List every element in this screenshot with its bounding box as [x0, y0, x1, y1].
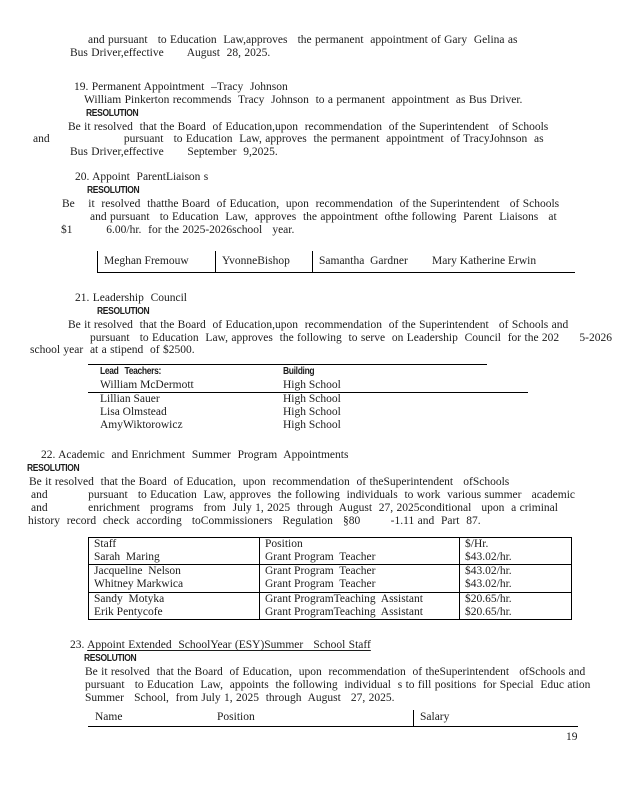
table-cell: Grant Program Teacher [259, 551, 459, 564]
paragraph-line: history record check according toCommissioners Regulation §80 -1.11 and Part 87. [28, 514, 481, 527]
table-cell: Lisa Olmstead [100, 405, 167, 418]
resolution-label [0, 184, 618, 198]
table-cell: High School [283, 419, 341, 432]
paragraph-line: Be it resolved that the Board of Education,upon recommendation of the Superintendent of Schools [68, 120, 549, 133]
leadership-table [88, 364, 528, 432]
table-row [89, 593, 571, 606]
table-header-cell: Position [217, 710, 255, 723]
paragraph-line: Bus Driver,effective August 28, 2025. [70, 46, 271, 59]
table-cell: Sandy Motyka [94, 592, 165, 605]
paragraph-line: Be it resolved thatthe Board of Education, upon recommendation of the Superintendent of Schools [62, 198, 560, 211]
resolution-label [0, 305, 618, 319]
resolution-label [0, 462, 618, 476]
section-heading: 20. Appoint ParentLiaison s [75, 171, 209, 184]
table-cell: Jacqueline Nelson [94, 565, 181, 578]
table-row [88, 379, 528, 392]
table-cell: Grant Program Teacher [259, 565, 459, 578]
table-row-group [89, 592, 571, 619]
section-22 [0, 449, 618, 527]
section-19 [0, 81, 618, 159]
section-heading: 19. Permanent Appointment –Tracy Johnson [74, 80, 288, 93]
section-20 [0, 171, 618, 237]
paragraph-line: $1 6.00/hr. for the 2025-2026school year. [61, 223, 295, 236]
paragraph-line: and pursuant to Education Law, approves the following individuals to work various summer academic [31, 489, 576, 502]
table-header-row [88, 710, 578, 726]
section-23 [0, 639, 618, 705]
header-text: Building [283, 366, 315, 378]
heading-title: Appoint Extended SchoolYear (ESY)Summer School Staff [87, 638, 371, 651]
resolution-text: RESOLUTION [86, 107, 139, 119]
paragraph-line: pursuant to Education Law, appoints the following individual s to fill positions for Special Educ ation [85, 678, 591, 691]
table-header-cell [100, 365, 283, 378]
esy-table [88, 710, 578, 727]
paragraph-line: Be it resolved that the Board of Education,upon recommendation of the Superintendent of Schools and [68, 318, 569, 331]
resolution-text: RESOLUTION [84, 652, 137, 664]
staff-table [88, 537, 572, 620]
paragraph-line: Be it resolved that the Board of Education, upon recommendation of theSuperintendent ofSchools [29, 476, 510, 489]
table-row [88, 406, 528, 419]
table-cell: AmyWiktorowicz [100, 419, 183, 432]
table-row [88, 393, 528, 406]
table-cell: YvonneBishop [215, 251, 312, 272]
table-cell: $43.02/hr. [459, 565, 571, 578]
paragraph-line: and enrichment programs from July 1, 2025 through August 27, 2025conditional upon a criminal [31, 501, 558, 514]
table-row [89, 606, 571, 619]
table-cell: Meghan Fremouw [97, 251, 215, 272]
table-header-cell: Position [259, 538, 459, 551]
table-cell: High School [283, 405, 341, 418]
table-cell: Grant ProgramTeaching Assistant [259, 606, 459, 619]
table-row-group [89, 564, 571, 591]
table-cell: $20.65/hr. [459, 593, 571, 606]
table-cell: $20.65/hr. [459, 606, 571, 619]
table-row [88, 419, 528, 432]
liaison-name: Mary Katherine Erwin [432, 255, 537, 268]
table-header-cell: Salary [413, 710, 578, 726]
paragraph-line: Bus Driver,effective September 9,2025. [70, 146, 278, 159]
table-header-row [88, 365, 528, 378]
paragraph-line: and pursuant to Education Law, approves the appointment ofthe following Parent Liaisons at [90, 210, 557, 223]
resolution-text: RESOLUTION [27, 463, 80, 475]
table-row [89, 565, 571, 578]
table-cell: Grant ProgramTeaching Assistant [259, 593, 459, 606]
table-cell: Grant Program Teacher [259, 578, 459, 591]
parent-liaison-table [97, 251, 575, 273]
table-row [89, 578, 571, 591]
table-cell: $43.02/hr. [459, 551, 571, 564]
table-cell: William McDermott [100, 378, 194, 391]
table-row [89, 551, 571, 564]
resolution-label [0, 652, 618, 666]
resolution-text: RESOLUTION [87, 185, 140, 197]
table-header-cell: $/Hr. [459, 538, 571, 551]
paragraph-line: and pursuant to Education Law,approves the permanent appointment of Gary Gelina as [88, 34, 518, 46]
paragraph-line: school year at a stipend of $2500. [30, 344, 195, 357]
table-cell: Lillian Sauer [100, 392, 160, 405]
resolution-text: RESOLUTION [97, 305, 150, 317]
paragraph-line: William Pinkerton recommends Tracy Johnson to a permanent appointment as Bus Driver. [84, 93, 523, 106]
header-text: Lead Teachers: [100, 366, 162, 378]
paragraph-line: Summer School, from July 1, 2025 through August 27, 2025. [85, 691, 395, 704]
section-21 [0, 292, 618, 358]
resolution-label [0, 107, 618, 121]
section-18-continuation [0, 34, 618, 60]
table-cell: High School [283, 378, 341, 391]
table-cell [312, 251, 575, 272]
section-heading [0, 639, 618, 652]
table-cell: Erik Pentycofe [94, 605, 163, 618]
table-cell: Sarah Maring [94, 550, 160, 563]
page-number: 19 [566, 731, 578, 743]
paragraph-line: Be it resolved that the Board of Education, upon recommendation of theSuperintendent ofSchools and [85, 665, 586, 678]
heading-number: 23. [70, 638, 88, 651]
paragraph-line: pursuant to Education Law, approves the following to serve on Leadership Council for the 202 5-2026 [90, 331, 613, 344]
table-cell: $43.02/hr. [459, 578, 571, 591]
table-header-cell: Name [95, 710, 123, 723]
table-header-cell: Staff [94, 537, 117, 550]
liaison-name: Samantha Gardner [319, 255, 408, 268]
table-cell: Whitney Markwica [94, 578, 184, 591]
table-header-cell [283, 365, 528, 378]
table-cell: High School [283, 392, 341, 405]
table-row-group [89, 538, 571, 564]
section-heading: 22. Academic and Enrichment Summer Program Appointments [41, 449, 349, 462]
section-heading: 21. Leadership Council [75, 291, 188, 304]
paragraph-line: and pursuant to Education Law, approves the permanent appointment of TracyJohnson as [33, 133, 544, 146]
table-header-row [89, 538, 571, 551]
